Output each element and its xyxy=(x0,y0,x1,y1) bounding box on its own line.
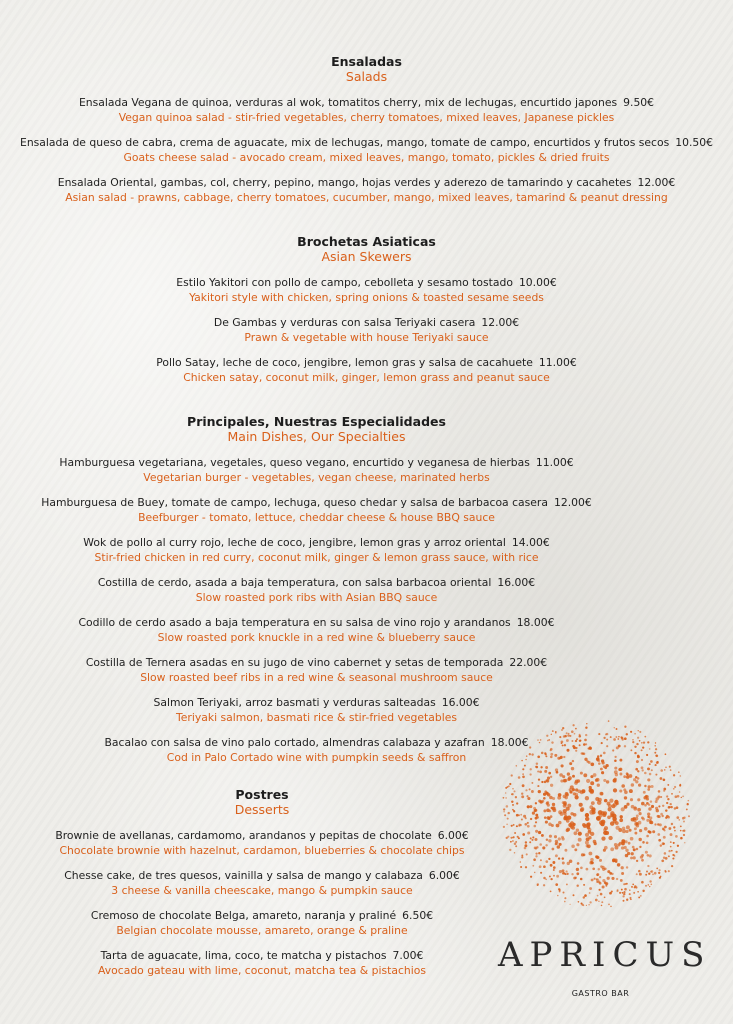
item-translation: 3 cheese & vanilla cheescake, mango & pumpkin sauce xyxy=(111,884,413,897)
item-translation: Stir-fried chicken in red curry, coconut milk, ginger & lemon grass sauce, with rice xyxy=(94,551,539,564)
item-price: 7.00€ xyxy=(392,949,424,962)
menu-item xyxy=(0,868,524,898)
menu-item xyxy=(0,95,733,125)
section-title: Ensaladas xyxy=(331,54,402,69)
item-description: Pollo Satay, leche de coco, jengibre, lemon gras y salsa de cacahuete 11.00€ xyxy=(156,356,577,369)
item-price: 11.00€ xyxy=(538,356,577,369)
item-price: 18.00€ xyxy=(516,616,555,629)
item-translation: Belgian chocolate mousse, amareto, orange & praline xyxy=(116,924,408,937)
item-description: Cremoso de chocolate Belga, amareto, naranja y praliné 6.50€ xyxy=(90,909,434,922)
brand-logo xyxy=(498,935,712,998)
item-translation: Yakitori style with chicken, spring onions & toasted sesame seeds xyxy=(189,291,544,304)
menu-item xyxy=(0,535,633,565)
item-price: 16.00€ xyxy=(497,576,536,589)
menu-item xyxy=(0,355,733,385)
section-skewers xyxy=(0,234,733,385)
item-translation: Goats cheese salad - avocado cream, mixed leaves, mango, tomato, pickles & dried fruits xyxy=(123,151,610,164)
section-title: Postres xyxy=(235,787,289,802)
brand-name: APRICUS xyxy=(498,935,712,975)
item-translation: Slow roasted beef ribs in a red wine & seasonal mushroom sauce xyxy=(140,671,493,684)
menu-item xyxy=(0,948,524,978)
item-price: 6.00€ xyxy=(437,829,469,842)
menu-item xyxy=(0,615,633,645)
item-price: 6.00€ xyxy=(428,869,460,882)
section-title: Principales, Nuestras Especialidades xyxy=(187,414,446,429)
menu-item xyxy=(0,275,733,305)
menu-item xyxy=(0,908,524,938)
item-description: Tarta de aguacate, lima, coco, te matcha y pistachos 7.00€ xyxy=(100,949,424,962)
menu-item xyxy=(0,455,633,485)
item-translation: Beefburger - tomato, lettuce, cheddar cheese & house BBQ sauce xyxy=(138,511,495,524)
item-translation: Chicken satay, coconut milk, ginger, lemon grass and peanut sauce xyxy=(183,371,550,384)
dotted-sun-logo-graphic xyxy=(500,718,692,910)
item-description: Salmon Teriyaki, arroz basmati y verduras salteadas 16.00€ xyxy=(153,696,480,709)
menu-item xyxy=(0,135,733,165)
item-translation: Slow roasted pork knuckle in a red wine & blueberry sauce xyxy=(157,631,476,644)
section-subtitle: Desserts xyxy=(234,802,290,817)
item-price: 12.00€ xyxy=(637,176,676,189)
item-price: 12.00€ xyxy=(553,496,592,509)
item-description: Wok de pollo al curry rojo, leche de coco, jengibre, lemon gras y arroz oriental 14.00€ xyxy=(83,536,550,549)
item-description: Chesse cake, de tres quesos, vainilla y salsa de mango y calabaza 6.00€ xyxy=(64,869,460,882)
item-price: 6.50€ xyxy=(402,909,434,922)
item-translation: Vegetarian burger - vegetables, vegan cheese, marinated herbs xyxy=(143,471,490,484)
item-description: Estilo Yakitori con pollo de campo, cebolleta y sesamo tostado 10.00€ xyxy=(176,276,557,289)
item-translation: Vegan quinoa salad - stir-fried vegetables, cherry tomatoes, mixed leaves, Japanese pickles xyxy=(118,111,615,124)
item-description: Codillo de cerdo asado a baja temperatura en su salsa de vino rojo y arandanos 18.00€ xyxy=(78,616,555,629)
item-description: Brownie de avellanas, cardamomo, arandanos y pepitas de chocolate 6.00€ xyxy=(55,829,469,842)
section-subtitle: Asian Skewers xyxy=(321,249,412,264)
decorative-dots xyxy=(503,720,690,907)
item-description: Ensalada de queso de cabra, crema de aguacate, mix de lechugas, mango, tomate de campo, encurtidos y frutos secos 10.50€ xyxy=(20,136,713,149)
item-description: Hamburguesa vegetariana, vegetales, queso vegano, encurtido y veganesa de hierbas 11.00€ xyxy=(59,456,574,469)
item-price: 10.00€ xyxy=(518,276,557,289)
section-title: Brochetas Asiaticas xyxy=(297,234,436,249)
item-description: Ensalada Oriental, gambas, col, cherry, pepino, mango, hojas verdes y aderezo de tamarindo y cacahetes 12.00€ xyxy=(57,176,676,189)
item-price: 22.00€ xyxy=(509,656,548,669)
item-translation: Chocolate brownie with hazelnut, cardamon, blueberries & chocolate chips xyxy=(59,844,465,857)
item-translation: Cod in Palo Cortado wine with pumpkin seeds & saffron xyxy=(166,751,467,764)
brand-subtitle: GASTRO BAR xyxy=(571,989,630,998)
menu-item xyxy=(0,315,733,345)
item-price: 10.50€ xyxy=(675,136,713,149)
item-price: 12.00€ xyxy=(481,316,520,329)
menu-item xyxy=(0,575,633,605)
item-price: 18.00€ xyxy=(490,736,529,749)
menu-item xyxy=(0,175,733,205)
item-price: 9.50€ xyxy=(623,96,655,109)
item-price: 11.00€ xyxy=(535,456,574,469)
section-subtitle: Salads xyxy=(345,69,388,84)
item-description: Hamburguesa de Buey, tomate de campo, lechuga, queso chedar y salsa de barbacoa casera 12.00€ xyxy=(41,496,592,509)
item-translation: Slow roasted pork ribs with Asian BBQ sauce xyxy=(195,591,438,604)
menu-item xyxy=(0,828,524,858)
section-subtitle: Main Dishes, Our Specialties xyxy=(227,429,406,444)
menu-item xyxy=(0,655,633,685)
item-description: De Gambas y verduras con salsa Teriyaki casera 12.00€ xyxy=(213,316,520,329)
item-price: 14.00€ xyxy=(511,536,550,549)
item-translation: Prawn & vegetable with house Teriyaki sauce xyxy=(244,331,489,344)
item-description: Ensalada Vegana de quinoa, verduras al wok, tomatitos cherry, mix de lechugas, encurtido japones 9.50€ xyxy=(78,96,655,109)
item-description: Bacalao con salsa de vino palo cortado, almendras calabaza y azafran 18.00€ xyxy=(104,736,529,749)
item-price: 16.00€ xyxy=(441,696,480,709)
item-description: Costilla de cerdo, asada a baja temperatura, con salsa barbacoa oriental 16.00€ xyxy=(97,576,536,589)
section-main-dishes xyxy=(0,414,633,765)
item-translation: Avocado gateau with lime, coconut, matcha tea & pistachios xyxy=(98,964,426,977)
section-desserts xyxy=(0,787,524,978)
item-description: Costilla de Ternera asadas en su jugo de vino cabernet y setas de temporada 22.00€ xyxy=(85,656,548,669)
item-translation: Asian salad - prawns, cabbage, cherry tomatoes, cucumber, mango, mixed leaves, tamarind & peanut dressing xyxy=(65,191,668,204)
section-salads xyxy=(0,54,733,205)
item-translation: Teriyaki salmon, basmati rice & stir-fried vegetables xyxy=(176,711,457,724)
menu-item xyxy=(0,495,633,525)
